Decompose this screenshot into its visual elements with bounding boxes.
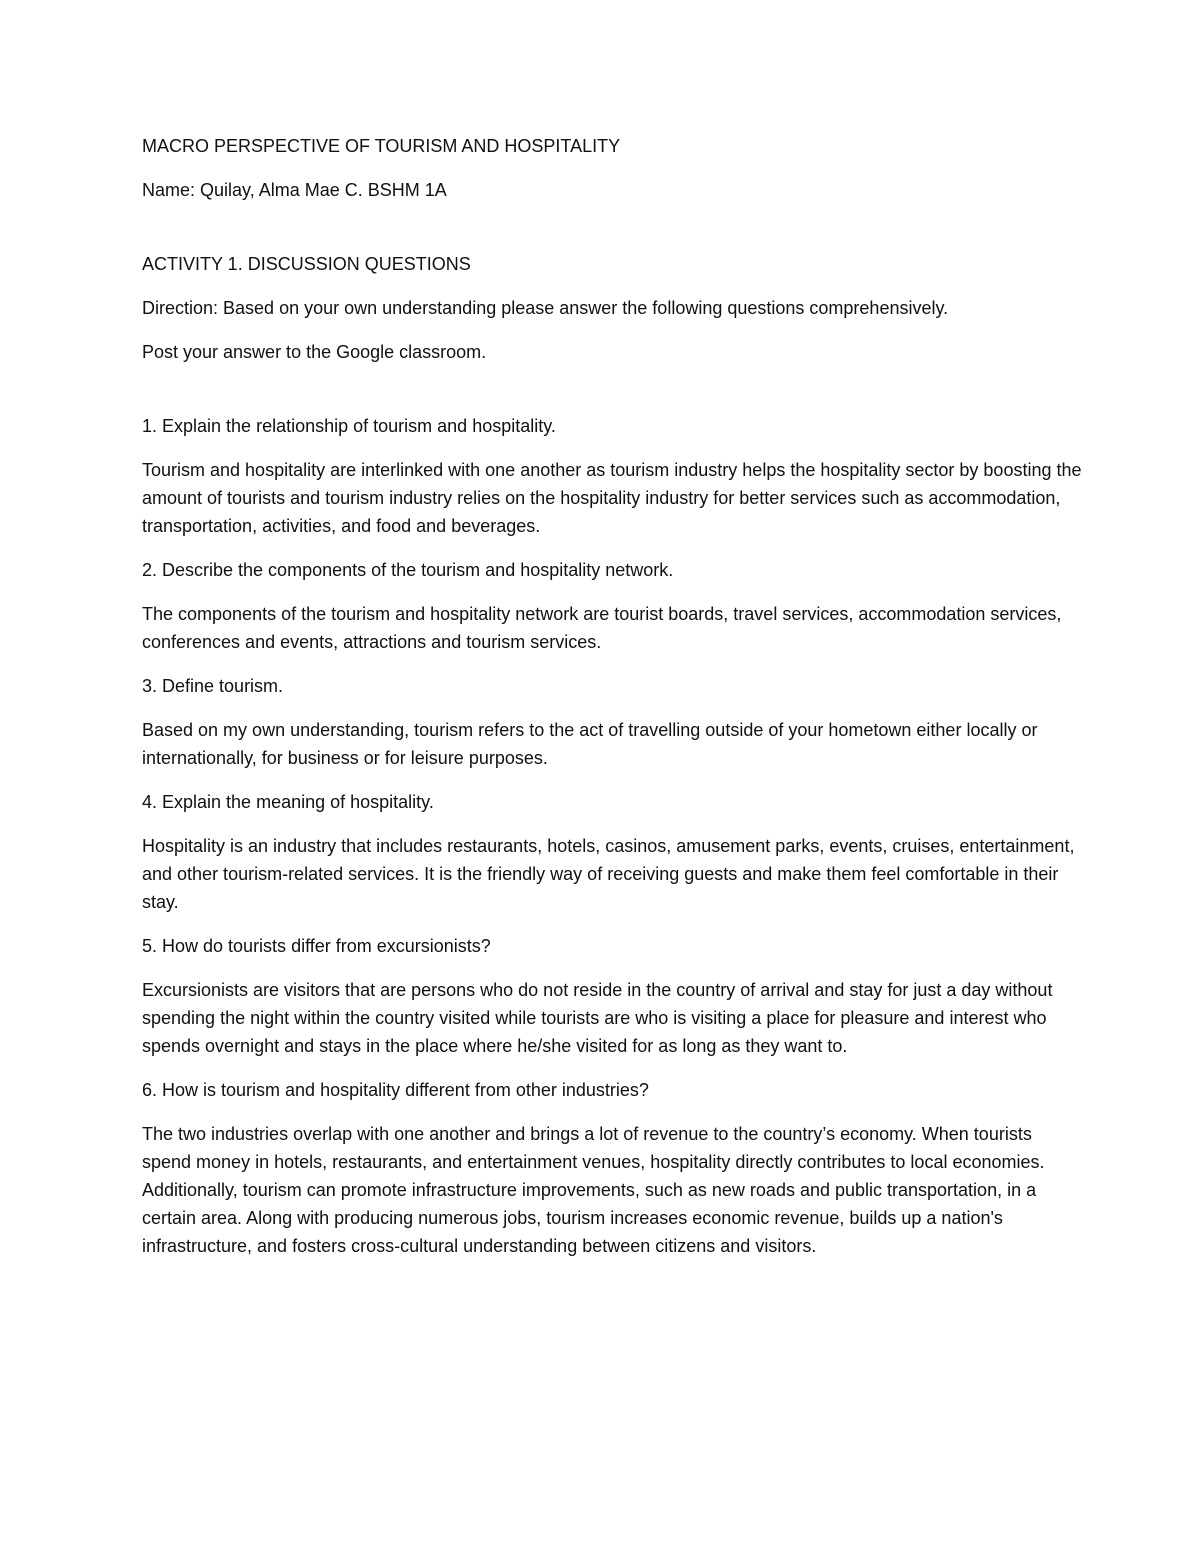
question-4: 4. Explain the meaning of hospitality. <box>142 792 434 812</box>
direction-text: Direction: Based on your own understanding please answer the following questions comprehensively. <box>142 298 949 318</box>
answer-3: Based on my own understanding, tourism refers to the act of travelling outside of your hometown either locally or internationally, for business or for leisure purposes. <box>142 720 1038 768</box>
question-5: 5. How do tourists differ from excursionists? <box>142 936 491 956</box>
answer-4: Hospitality is an industry that includes restaurants, hotels, casinos, amusement parks, events, cruises, entertainment, and other tourism-related services. It is the friendly way of receiving guests and make them feel comfortable in their stay. <box>142 836 1075 912</box>
document-title: MACRO PERSPECTIVE OF TOURISM AND HOSPITALITY <box>142 136 621 156</box>
question-6: 6. How is tourism and hospitality different from other industries? <box>142 1080 649 1100</box>
answer-2: The components of the tourism and hospitality network are tourist boards, travel services, accommodation services, conferences and events, attractions and tourism services. <box>142 604 1062 652</box>
question-2: 2. Describe the components of the tourism and hospitality network. <box>142 560 674 580</box>
question-1: 1. Explain the relationship of tourism and hospitality. <box>142 416 556 436</box>
activity-heading: ACTIVITY 1. DISCUSSION QUESTIONS <box>142 254 471 274</box>
answer-6: The two industries overlap with one another and brings a lot of revenue to the country’s economy. When tourists spend money in hotels, restaurants, and entertainment venues, hospitality directly contributes to local economies. Additionally, tourism can promote infrastructure improvements, such as new roads and public transportation, in a certain area. Along with producing numerous jobs, tourism increases economic revenue, builds up a nation's infrastructure, and fosters cross-cultural understanding between citizens and visitors. <box>142 1124 1045 1256</box>
question-3: 3. Define tourism. <box>142 676 284 696</box>
answer-1: Tourism and hospitality are interlinked with one another as tourism industry helps the hospitality sector by boosting the amount of tourists and tourism industry relies on the hospitality industry for better services such as accommodation, transportation, activities, and food and beverages. <box>142 460 1082 536</box>
answer-5: Excursionists are visitors that are persons who do not reside in the country of arrival and stay for just a day without spending the night within the country visited while tourists are who is visiting a place for pleasure and interest who spends overnight and stays in the place where he/she visited for as long as they want to. <box>142 980 1053 1056</box>
document-page <box>142 132 1082 1276</box>
post-instruction: Post your answer to the Google classroom. <box>142 342 487 362</box>
student-name: Name: Quilay, Alma Mae C. BSHM 1A <box>142 180 447 200</box>
